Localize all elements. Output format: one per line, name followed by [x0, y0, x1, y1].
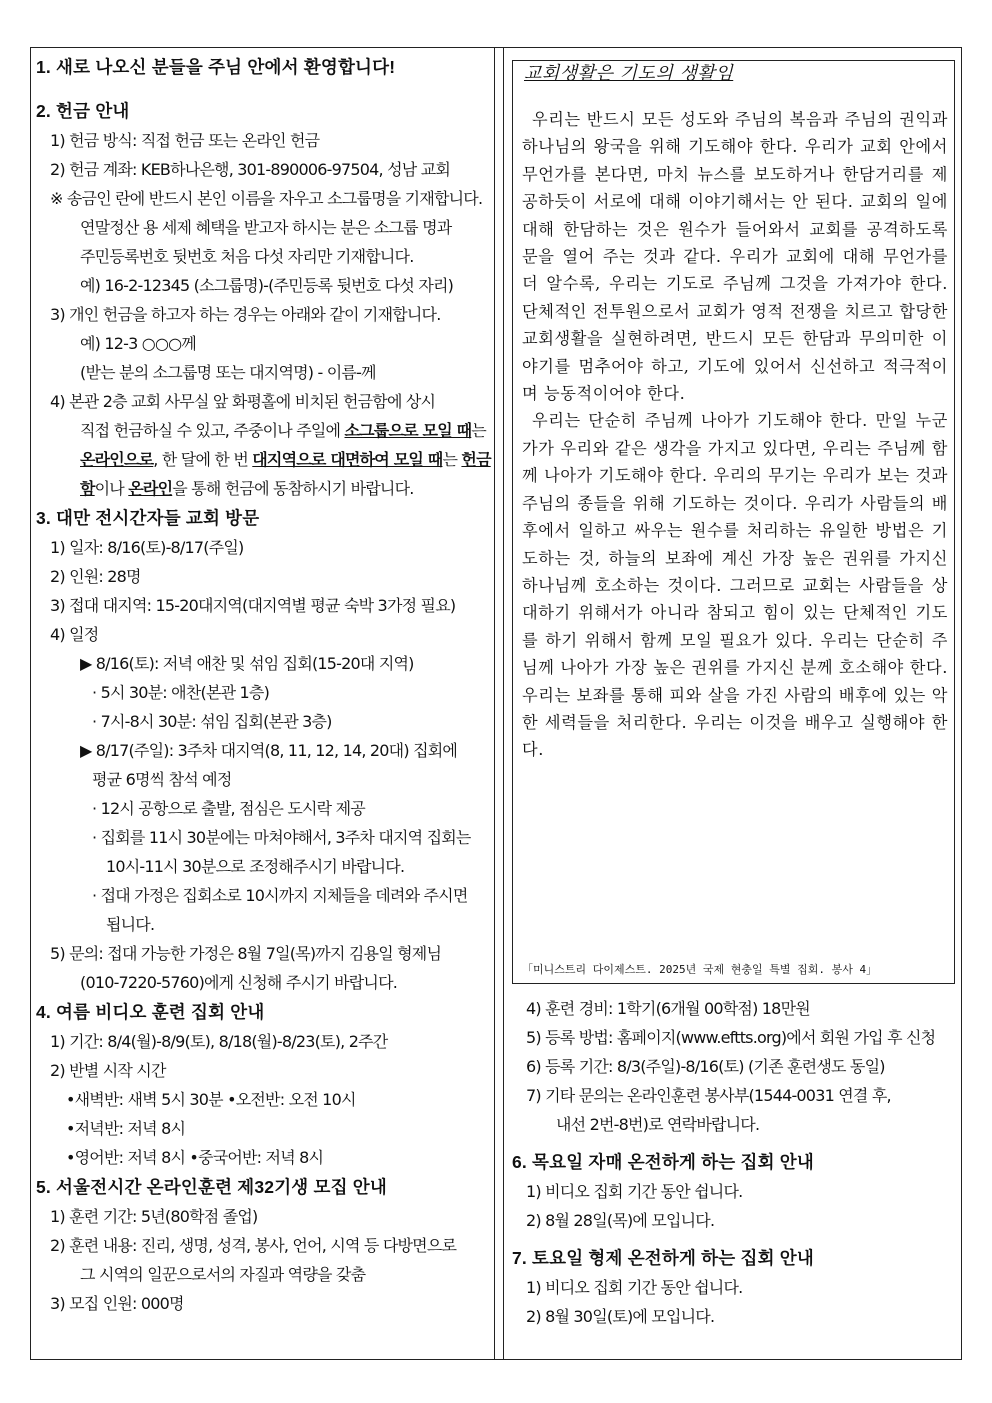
section-5-title: 5. 서울전시간 온라인훈련 제32기생 모집 안내 [36, 1177, 387, 1197]
left-column [36, 52, 491, 1318]
schedule-item: 10시-11시 30분으로 조정해주시기 바랍니다. [106, 857, 405, 876]
recruit-count: 3) 모집 인원: 000명 [50, 1294, 184, 1313]
offering-box-info-line: 직접 헌금하실 수 있고, 주중이나 주일에 소그룹으로 모일 때는 [80, 421, 486, 440]
essay-source: 「미니스트리 다이제스트. 2025년 국제 현충일 특별 집회. 봉사 4」 [522, 963, 878, 976]
class-times: •저녁반: 저녁 8시 [66, 1119, 186, 1138]
right-column-notices [512, 994, 956, 1331]
offering-account: 2) 헌금 계좌: KEB하나은행, 301-890006-97504, 성남 교회 [50, 160, 451, 179]
offering-note-line: 연말정산 용 세제 혜택을 받고자 하시는 분은 소그룹 명과 [80, 218, 452, 237]
section-3-title: 3. 대만 전시간자들 교회 방문 [36, 508, 260, 528]
personal-offering-example: 예) 12-3 ○○○께 [80, 334, 196, 353]
section-1-title: 1. 새로 나오신 분들을 주님 안에서 환영합니다! [36, 57, 396, 77]
essay-paragraph: 우리는 반드시 모든 성도와 주님의 복음과 주님의 권익과 하나님의 왕국을 위해 기도해야 한다. 우리가 교회 안에서 무언가를 본다면, 마치 뉴스를 보도하거나 한담거리를 제공하듯이 서로에 대해 이야기해서는 안 된다. 교회의 일에 대해 한담하는 것은 원수가 들어와서 교회를 공격하도록 문을 열어 주는 것과 같다. 우리가 교회에 대해 무언가를 더 알수록, 우리는 기도로 주님께 그것을 가져가야 한다. 단체적인 전투원으로서 교회가 영적 전쟁을 치르고 합당한 교회생활을 실현하려면, 반드시 모든 한담과 무의미한 이야기를 멈추어야 하고, 기도에 있어서 신선하고 적극적이며 능동적이어야 한다. [522, 110, 948, 404]
visit-count: 2) 인원: 28명 [50, 567, 141, 586]
brothers-meeting-date: 2) 8월 30일(토)에 모입니다. [526, 1307, 715, 1326]
schedule-sunday: ▶ 8/17(주일): 3주차 대지역(8, 11, 12, 14, 20대) 집회에 [80, 741, 458, 760]
offering-note-line: 주민등록번호 뒷번호 처음 다섯 자리만 기재합니다. [80, 247, 414, 266]
training-content: 2) 훈련 내용: 진리, 생명, 성격, 봉사, 언어, 시역 등 다방면으로 [50, 1236, 457, 1255]
class-times-heading: 2) 반별 시작 시간 [50, 1061, 166, 1080]
personal-offering-format: (받는 분의 소그룹명 또는 대지역명) - 이름-께 [80, 363, 376, 382]
offering-box-info-line: 함이나 온라인을 통해 헌금에 동참하시기 바랍니다. [80, 479, 414, 498]
schedule-item: · 5시 30분: 애찬(본관 1층) [92, 683, 270, 702]
brothers-meeting-note: 1) 비디오 집회 기간 동안 쉽니다. [526, 1278, 743, 1297]
essay-body [522, 106, 948, 764]
section-7-title: 7. 토요일 형제 온전하게 하는 집회 안내 [512, 1248, 814, 1268]
training-fee: 4) 훈련 경비: 1학기(6개월 00학점) 18만원 [526, 999, 810, 1018]
offering-box-info-line: 온라인으로, 한 달에 한 번 대지역으로 대면하여 모일 때는 헌금 [80, 450, 491, 469]
class-times: •새벽반: 새벽 5시 30분 •오전반: 오전 10시 [66, 1090, 356, 1109]
sisters-meeting-note: 1) 비디오 집회 기간 동안 쉽니다. [526, 1182, 743, 1201]
training-duration: 1) 훈련 기간: 5년(80학점 졸업) [50, 1207, 258, 1226]
schedule-item: · 12시 공항으로 출발, 점심은 도시락 제공 [92, 799, 365, 818]
section-6-title: 6. 목요일 자매 온전하게 하는 집회 안내 [512, 1152, 814, 1172]
registration-method: 5) 등록 방법: 홈페이지(www.eftts.org)에서 회원 가입 후 신청 [526, 1028, 936, 1047]
offering-method: 1) 헌금 방식: 직접 헌금 또는 온라인 헌금 [50, 131, 320, 150]
visit-date: 1) 일자: 8/16(토)-8/17(주일) [50, 538, 244, 557]
host-districts: 3) 접대 대지역: 15-20대지역(대지역별 평균 숙박 3가정 필요) [50, 596, 456, 615]
schedule-item: 평균 6명씩 참석 예정 [92, 770, 232, 789]
section-4-title: 4. 여름 비디오 훈련 집회 안내 [36, 1002, 265, 1022]
other-inquiry-line: 내선 2번-8번)로 연락바랍니다. [556, 1115, 760, 1134]
essay-title: 교회생활은 기도의 생활임 [524, 63, 734, 84]
schedule-item: 됩니다. [106, 915, 155, 934]
visit-inquiry: 5) 문의: 접대 가능한 가정은 8월 7일(목)까지 김용일 형제님 [50, 944, 442, 963]
essay-paragraph: 우리는 단순히 주님께 나아가 기도해야 한다. 만일 누군가가 우리와 같은 생각을 가지고 있다면, 우리는 주님께 함께 나아가 기도해야 한다. 우리의 무기는 우리가 보는 것과 주님의 종들을 위해 기도하는 것이다. 우리가 사람들의 배후에서 일하고 싸우는 원수를 처리하는 유일한 방법은 기도하는 것, 하늘의 보좌에 계신 가장 높은 권위를 가지신 하나님께 호소하는 것이다. 그러므로 교회는 사람들을 상대하기 위해서가 아니라 참되고 힘이 있는 단체적인 기도를 하기 위해서 함께 모일 필요가 있다. 우리는 단순히 주님께 나아가 가장 높은 권위를 가지신 분께 호소해야 한다. 우리는 보좌를 통해 피와 살을 가진 사람의 배후에 있는 악한 세력들을 처리한다. 우리는 이것을 배우고 실행해야 한다. [522, 411, 948, 760]
schedule-item: · 집회를 11시 30분에는 마쳐야해서, 3주차 대지역 집회는 [92, 828, 471, 847]
offering-example: 예) 16-2-12345 (소그룹명)-(주민등록 뒷번호 다섯 자리) [80, 276, 454, 295]
schedule-item: · 7시-8시 30분: 섞임 집회(본관 3층) [92, 712, 332, 731]
offering-note: ※ 송금인 란에 반드시 본인 이름을 자우고 소그룹명을 기재합니다. [50, 189, 483, 208]
schedule-saturday: ▶ 8/16(토): 저녁 애찬 및 섞임 집회(15-20대 지역) [80, 654, 414, 673]
training-period: 1) 기간: 8/4(월)-8/9(토), 8/18(월)-8/23(토), 2주간 [50, 1032, 388, 1051]
training-content-line: 그 시역의 일꾼으로서의 자질과 역량을 갖춤 [80, 1265, 366, 1284]
registration-period: 6) 등록 기간: 8/3(주일)-8/16(토) (기존 훈련생도 동일) [526, 1057, 885, 1076]
personal-offering: 3) 개인 헌금을 하고자 하는 경우는 아래와 같이 기재합니다. [50, 305, 441, 324]
class-times: •영어반: 저녁 8시 •중국어반: 저녁 8시 [66, 1148, 324, 1167]
column-divider [503, 47, 504, 1360]
schedule-item: · 접대 가정은 집회소로 10시까지 지체들을 데려와 주시면 [92, 886, 468, 905]
other-inquiry: 7) 기타 문의는 온라인훈련 봉사부(1544-0031 연결 후, [526, 1086, 891, 1105]
section-2-title: 2. 헌금 안내 [36, 101, 130, 121]
column-divider [494, 47, 495, 1360]
schedule-heading: 4) 일정 [50, 625, 99, 644]
visit-inquiry-line: (010-7220-5760)에게 신청해 주시기 바랍니다. [80, 973, 398, 992]
sisters-meeting-date: 2) 8월 28일(목)에 모입니다. [526, 1211, 715, 1230]
offering-box-info: 4) 본관 2층 교회 사무실 앞 화평홀에 비치된 헌금함에 상시 [50, 392, 436, 411]
